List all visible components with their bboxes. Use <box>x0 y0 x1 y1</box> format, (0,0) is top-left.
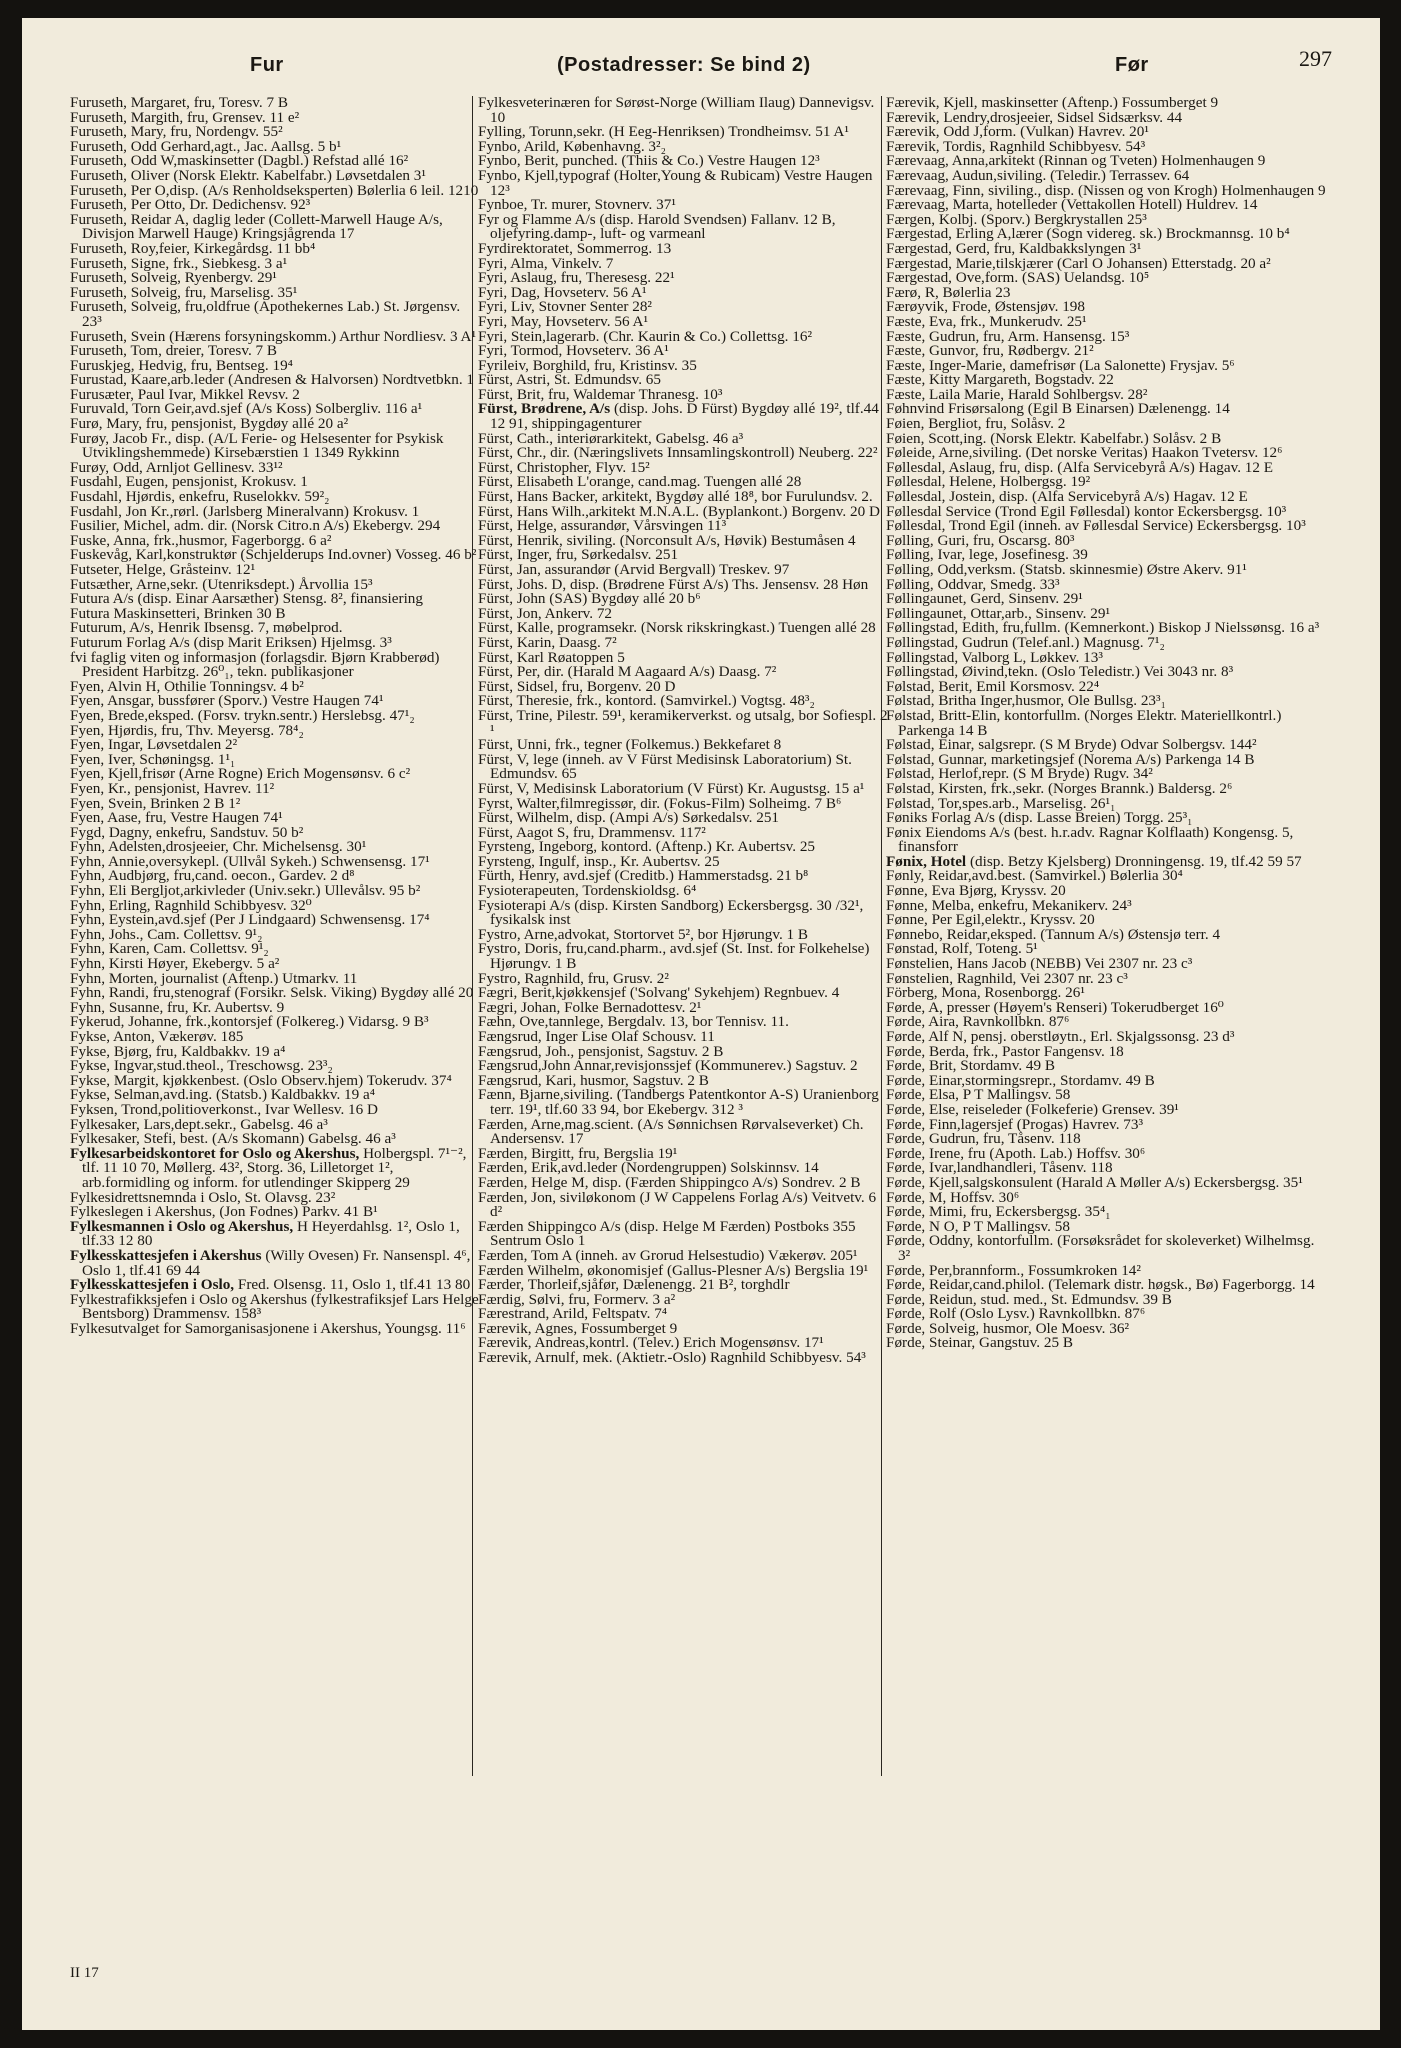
directory-entry: Fæste, Eva, frk., Munkerudv. 25¹ <box>886 312 1087 330</box>
directory-page <box>22 18 1380 2030</box>
directory-entry: Færden, Birgitt, fru, Bergslia 19¹ <box>478 1144 678 1162</box>
directory-entry: Furuseth, Solveig, Ryenbergv. 29¹ <box>70 269 277 287</box>
directory-entry: Fønstad, Rolf, Toteng. 5¹ <box>886 940 1038 958</box>
directory-entry: Fykse, Anton, Vækerøv. 185 <box>70 1028 244 1045</box>
directory-entry: Fænn, Bjarne,siviling. (Tandbergs Patentkontor A-S) Uranienborg terr. 19¹, tlf.60 33 94, bor Ekebergv. 312 ³ <box>478 1086 879 1118</box>
directory-entry: Førde, Berda, frk., Pastor Fangensv. 18 <box>886 1042 1124 1060</box>
directory-entry: Fysioterapi A/s (disp. Kirsten Sandborg) Eckersbergsg. 30 /32¹, fysikalsk inst <box>478 896 864 929</box>
directory-entry: Førde, Oddny, kontorfullm. (Forsøksrådet for skoleverket) Wilhelmsg. 3² <box>886 1232 1315 1264</box>
directory-entry: Fystro, Ragnhild, fru, Grusv. 2² <box>478 969 669 987</box>
directory-entry: Føllingstad, Valborg L, Løkkev. 13³ <box>886 648 1103 666</box>
directory-entry: Fürst, Cath., interiørarkitekt, Gabelsg. 46 a³ <box>478 429 744 447</box>
directory-entry: Færgestad, Ove,form. (SAS) Uelandsg. 10⁵ <box>886 269 1150 287</box>
directory-entry: Færevaag, Audun,siviling. (Teledir.) Terrassev. 64 <box>886 166 1190 184</box>
directory-entry: Fürst, Johs. D, disp. (Brødrene Fürst A/s) Ths. Jensensv. 28 Høn <box>478 575 869 593</box>
directory-entry: Færder, Thorleif,sjåfør, Dælenengg. 21 B², torghdlr <box>478 1276 790 1294</box>
directory-entry: Fyhn, Susanne, fru, Kr. Aubertsv. 9 <box>70 998 285 1016</box>
directory-entry: Fyhn, Adelsten,drosjeeier, Chr. Michelsensg. 30¹ <box>70 838 367 856</box>
directory-entry: Futsæther, Arne,sekr. (Utenriksdept.) Årvollia 15³ <box>70 575 373 593</box>
directory-entry: Fuske, Anna, frk.,husmor, Fagerborgg. 6 a² <box>70 531 332 549</box>
directory-entry: Futseter, Helge, Gråsteinv. 12¹ <box>70 561 256 578</box>
directory-entry: Fyhn, Erling, Ragnhild Schibbyesv. 32⁰ <box>70 896 312 914</box>
directory-entry: Færevik, Odd J,form. (Vulkan) Havrev. 20¹ <box>886 123 1149 141</box>
directory-entry: Føllesdal, Helene, Holbergsg. 19² <box>886 473 1091 491</box>
directory-entry: Fusilier, Michel, adm. dir. (Norsk Citro.n A/s) Ekebergv. 294 <box>70 517 441 535</box>
directory-entry: Fuskevåg, Karl,konstruktør (Schjelderups Ind.ovner) Vosseg. 46 b² <box>70 546 477 564</box>
directory-entry: Førde, Reidun, stud. med., St. Edmundsv. 39 B <box>886 1290 1172 1308</box>
directory-entry: Førde, Else, reiseleder (Folkeferie) Grensev. 39¹ <box>886 1100 1179 1118</box>
directory-entry: Fykse, Ingvar,stud.theol., Treschowsg. 23³₂ <box>70 1057 333 1075</box>
directory-entry: Færgestad, Erling A,lærer (Sogn videreg. sk.) Brockmannsg. 10 b⁴ <box>886 225 1290 243</box>
directory-entry: Fønix Eiendoms A/s (best. h.r.adv. Ragnar Kolflaath) Kongensg. 5, finansforr <box>886 823 1294 856</box>
directory-entry: Følling, Guri, fru, Oscarsg. 80³ <box>886 531 1075 549</box>
directory-entry: Fürst, Trine, Pilestr. 59¹, keramikerverkst. og utsalg, bor Sofiespl. 2 ¹ <box>478 706 888 739</box>
directory-entry: Fyri, Stein,lagerarb. (Chr. Kaurin & Co.) Collettsg. 16² <box>478 327 812 345</box>
directory-entry: Fylkesidrettsnemnda i Oslo, St. Olavsg. 23² <box>70 1188 336 1206</box>
directory-entry: Fængsrud, Joh., pensjonist, Sagstuv. 2 B <box>478 1042 724 1060</box>
directory-entry: Færevik, Arnulf, mek. (Aktietr.-Oslo) Ragnhild Schibbyesv. 54³ <box>478 1349 866 1367</box>
directory-entry: Førde, Ivar,landhandleri, Tåsenv. 118 <box>886 1159 1113 1177</box>
directory-entry: Fægri, Johan, Folke Bernadottesv. 2¹ <box>478 998 702 1016</box>
directory-entry: Følling, Oddvar, Smedg. 33³ <box>886 575 1060 593</box>
directory-entry: Førde, N O, P T Mallingsv. 58 <box>886 1217 1070 1235</box>
directory-entry: Følling, Odd,verksm. (Statsb. skinnesmie) Østre Akerv. 91¹ <box>886 561 1247 578</box>
directory-entry: Færden, Helge M, disp. (Færden Shippingco A/s) Sondrev. 2 B <box>478 1173 861 1191</box>
directory-entry: Fürst, Jan, assurandør (Arvid Bergvall) Treskev. 97 <box>478 561 790 578</box>
directory-entry: Færden, Arne,mag.scient. (A/s Sønnichsen Rørvalseverket) Ch. Andersensv. 17 <box>478 1115 864 1148</box>
directory-entry: Færgestad, Marie,tilskjærer (Carl O Johansen) Etterstadg. 20 a² <box>886 254 1271 272</box>
directory-entry: Fægri, Berit,kjøkkensjef ('Solvang' Sykehjem) Regnbuev. 4 <box>478 984 840 1002</box>
directory-entry: Furuseth, Oliver (Norsk Elektr. Kabelfabr.) Løvsetdalen 3¹ <box>70 166 426 184</box>
directory-entry: Føllingaunet, Gerd, Sinsenv. 29¹ <box>886 590 1083 608</box>
directory-entry: fvi faglig viten og informasjon (forlagsdir. Bjørn Krabberød) President Harbitzg. 26⁰₁, tekn. publikasjoner <box>70 648 440 681</box>
directory-entry: Føllesdal, Trond Egil (inneh. av Føllesdal Service) Eckersbergsg. 10³ <box>886 517 1306 535</box>
directory-entry: Fæste, Kitty Margareth, Bogstadv. 22 <box>886 371 1114 389</box>
directory-entry: Futurum Forlag A/s (disp Marit Eriksen) Hjelmsg. 3³ <box>70 633 392 651</box>
directory-entry: Furø, Mary, fru, pensjonist, Bygdøy allé 20 a² <box>70 415 349 433</box>
directory-entry: Fæste, Gunvor, fru, Rødbergv. 21² <box>886 342 1094 360</box>
directory-entry: Fyhn, Audbjørg, fru,cand. oecon., Gardev. 2 d⁸ <box>70 867 355 885</box>
directory-entry: Følstad, Einar, salgsrepr. (S M Bryde) Odvar Solbergsv. 144² <box>886 736 1257 754</box>
directory-entry: Følstad, Berit, Emil Korsmosv. 22⁴ <box>886 677 1100 695</box>
directory-entry: Færdig, Sølvi, fru, Formerv. 3 a² <box>478 1290 676 1308</box>
directory-entry: Fyri, Dag, Hovseterv. 56 A¹ <box>478 283 647 301</box>
directory-entry: Fylling, Torunn,sekr. (H Eeg-Henriksen) Trondheimsv. 51 A¹ <box>478 123 849 141</box>
directory-entry: Fysioterapeuten, Tordenskioldsg. 6⁴ <box>478 882 697 900</box>
directory-entry: Fønne, Eva Bjørg, Kryssv. 20 <box>886 882 1066 900</box>
directory-entry: Fusdahl, Jon Kr.,rørl. (Jarlsberg Mineralvann) Krokusv. 1 <box>70 502 420 520</box>
directory-entry: Fyhn, Karen, Cam. Collettsv. 9¹₂ <box>70 940 269 958</box>
directory-entry: Følstad, Kirsten, frk.,sekr. (Norges Brannk.) Baldersg. 2⁶ <box>886 779 1233 797</box>
directory-entry: Følling, Ivar, lege, Josefinesg. 39 <box>886 546 1088 564</box>
directory-entry: Førde, Reidar,cand.philol. (Telemark distr. høgsk., Bø) Fagerborgg. 14 <box>886 1276 1315 1294</box>
directory-entry: Fyen, Ingar, Løvsetdalen 2² <box>70 736 238 754</box>
directory-entry: Futurum, A/s, Henrik Ibsensg. 7, møbelprod. <box>70 619 343 637</box>
directory-entry: Futura Maskinsetteri, Brinken 30 B <box>70 604 286 622</box>
directory-entry: Fyr og Flamme A/s (disp. Harold Svendsen) Fallanv. 12 B, oljefyring.damp-, luft- og varmeanl <box>478 210 836 243</box>
directory-entry: Føhnvind Frisørsalong (Egil B Einarsen) Dælenengg. 14 <box>886 400 1230 418</box>
page-number: 297 <box>1299 46 1332 71</box>
directory-entry: Fürst, Elisabeth L'orange, cand.mag. Tuengen allé 28 <box>478 473 802 491</box>
directory-entry: Færø, R, Bølerlia 23 <box>886 283 1011 301</box>
directory-entry: Fürst, Aagot S, fru, Drammensv. 117² <box>478 823 706 841</box>
directory-entry: Fyhn, Eystein,avd.sjef (Per J Lindgaard) Schwensensg. 17⁴ <box>70 911 430 929</box>
directory-entry: Fürst, Per, dir. (Harald M Aagaard A/s) Daasg. 7² <box>478 663 777 681</box>
directory-entry: Furuseth, Odd Gerhard,agt., Jac. Aallsg. 5 b¹ <box>70 137 342 155</box>
directory-entry: Færevik, Agnes, Fossumberget 9 <box>478 1319 678 1337</box>
page-header <box>22 18 1380 102</box>
directory-entry: Furustad, Kaare,arb.leder (Andresen & Halvorsen) Nordtvetbkn. 1 <box>70 371 475 389</box>
column-3 <box>886 96 1330 1351</box>
directory-entry: Furuseth, Odd W,maskinsetter (Dagbl.) Refstad allé 16² <box>70 152 409 170</box>
directory-entry: Fyhn, Eli Bergljot,arkivleder (Univ.sekr.) Ullevålsv. 95 b² <box>70 882 421 900</box>
directory-entry: Færden, Jon, siviløkonom (J W Cappelens Forlag A/s) Veitvetv. 6 d² <box>478 1188 877 1221</box>
directory-entry: Førde, Gudrun, fru, Tåsenv. 118 <box>886 1130 1081 1148</box>
directory-entry: Føllesdal Service (Trond Egil Føllesdal) kontor Eckersbergsg. 10³ <box>886 502 1287 520</box>
directory-entry: Fønly, Reidar,avd.best. (Samvirkel.) Bølerlia 30⁴ <box>886 867 1183 885</box>
directory-entry: Fusdahl, Hjørdis, enkefru, Ruselokkv. 59²₂ <box>70 488 330 506</box>
directory-entry: Føien, Scott,ing. (Norsk Elektr. Kabelfabr.) Solåsv. 2 B <box>886 429 1222 447</box>
directory-entry: Følstad, Tor,spes.arb., Marselisg. 26¹₁ <box>886 794 1116 812</box>
directory-entry: Fyri, May, Hovseterv. 56 A¹ <box>478 312 649 330</box>
directory-entry: Fürst, Christopher, Flyv. 15² <box>478 458 650 476</box>
directory-entry: Fürst, Karin, Daasg. 7² <box>478 633 617 651</box>
directory-entry: Førde, Brit, Stordamv. 49 B <box>886 1057 1056 1075</box>
directory-entry: Fyen, Svein, Brinken 2 B 1² <box>70 794 241 812</box>
directory-entry: Færevaag, Marta, hotelleder (Vettakollen Hotell) Huldrev. 14 <box>886 196 1258 214</box>
directory-entry: Fylkesutvalget for Samorganisasjonene i Akershus, Youngsg. 11⁶ <box>70 1319 466 1337</box>
directory-entry: Fyen, Ansgar, bussfører (Sporv.) Vestre Haugen 74¹ <box>70 692 384 710</box>
directory-entry: Fürst, Jon, Ankerv. 72 <box>478 604 613 622</box>
directory-entry: Fyri, Alma, Vinkelv. 7 <box>478 254 614 272</box>
directory-entry: Førde, Per,brannform., Fossumkroken 14² <box>886 1261 1141 1279</box>
directory-entry: Fyen, Iver, Schøningsg. 1¹₁ <box>70 750 236 768</box>
directory-entry: Furuseth, Tom, dreier, Toresv. 7 B <box>70 342 278 360</box>
directory-entry: Fyhn, Randi, fru,stenograf (Forsikr. Selsk. Viking) Bygdøy allé 20 <box>70 984 474 1002</box>
directory-entry: Færøyvik, Frode, Østensjøv. 198 <box>886 298 1085 316</box>
directory-entry: Fürst, Unni, frk., tegner (Folkemus.) Bekkefaret 8 <box>478 736 782 754</box>
directory-entry: Fürst, Henrik, siviling. (Norconsult A/s, Høvik) Bestumåsen 4 <box>478 531 856 549</box>
page-footer-code: II 17 <box>70 1965 99 1981</box>
directory-entry: Følstad, Britt-Elin, kontorfullm. (Norges Elektr. Materiellkontrl.) Parkenga 14 B <box>886 706 1282 739</box>
directory-entry: Fürst, Brit, fru, Waldemar Thranesg. 10³ <box>478 385 723 403</box>
directory-entry: Furuseth, Per Otto, Dr. Dedichensv. 92³ <box>70 196 311 214</box>
directory-entry: Færgestad, Gerd, fru, Kaldbakkslyngen 3¹ <box>886 239 1142 257</box>
directory-entry: Færevik, Kjell, maskinsetter (Aftenp.) Fossumberget 9 <box>886 94 1219 111</box>
directory-entry: Fængsrud, Inger Lise Olaf Schousv. 11 <box>478 1028 715 1045</box>
directory-entry: Færevik, Lendry,drosjeeier, Sidsel Sidsærksv. 44 <box>886 108 1183 126</box>
directory-entry: Færevaag, Anna,arkitekt (Rinnan og Tveten) Holmenhaugen 9 <box>886 152 1266 170</box>
directory-entry: Fykse, Bjørg, fru, Kaldbakkv. 19 a⁴ <box>70 1042 286 1060</box>
directory-entry: Futura A/s (disp. Einar Aarsæther) Stensg. 8², finansiering <box>70 590 423 608</box>
directory-entry: Fürst, Helge, assurandør, Vårsvingen 11³ <box>478 517 727 535</box>
directory-entry: Fystro, Arne,advokat, Stortorvet 5², bor Hjørungv. 1 B <box>478 925 809 943</box>
directory-entry: Fyksen, Trond,politioverkonst., Ivar Wellesv. 16 D <box>70 1100 379 1118</box>
directory-entry: Færgen, Kolbj. (Sporv.) Bergkrystallen 25³ <box>886 210 1147 228</box>
directory-entry: Fylkesmannen i Oslo og Akershus, H Heyerdahlsg. 1², Oslo 1, tlf.33 12 80 <box>70 1217 460 1250</box>
directory-entry: Furuseth, Solveig, fru, Marselisg. 35¹ <box>70 283 298 301</box>
directory-entry: Fylkestrafikksjefen i Oslo og Akershus (fylkestrafiksjef Lars Helge Bentsborg) Drammensv. 158³ <box>70 1290 479 1323</box>
directory-entry: Fyrsteng, Ingulf, insp., Kr. Aubertsv. 25 <box>478 852 720 870</box>
directory-entry: Fynbo, Berit, punched. (Thiis & Co.) Vestre Haugen 12³ <box>478 152 820 170</box>
directory-entry: Færevik, Tordis, Ragnhild Schibbyesv. 54³ <box>886 137 1146 155</box>
directory-entry: Føniks Forlag A/s (disp. Lasse Breien) Torgg. 25³₁ <box>886 809 1193 827</box>
directory-entry: Furuskjeg, Hedvig, fru, Bentseg. 19⁴ <box>70 356 293 374</box>
directory-entry: Førde, Finn,lagersjef (Progas) Havrev. 73³ <box>886 1115 1144 1133</box>
directory-entry: Fürst, Theresie, frk., kontord. (Samvirkel.) Vogtsg. 48³₂ <box>478 692 815 710</box>
directory-entry: Furuseth, Margaret, fru, Toresv. 7 B <box>70 94 288 111</box>
directory-entry: Fønnebo, Reidar,eksped. (Tannum A/s) Østensjø terr. 4 <box>886 925 1221 943</box>
directory-entry: Fønne, Melba, enkefru, Mekanikerv. 24³ <box>886 896 1132 914</box>
header-note: (Postadresser: Se bind 2) <box>557 54 811 76</box>
directory-entry: Fürst, V, Medisinsk Laboratorium (V Fürst) Kr. Augustsg. 15 a¹ <box>478 779 865 797</box>
directory-entry: Furuvald, Torn Geir,avd.sjef (A/s Koss) Solbergliv. 116 a¹ <box>70 400 423 418</box>
directory-entry: Fyen, Alvin H, Othilie Tonningsv. 4 b² <box>70 677 304 695</box>
directory-entry: Fürth, Henry, avd.sjef (Creditb.) Hammerstadsg. 21 b⁸ <box>478 867 809 885</box>
directory-entry: Førde, Irene, fru (Apoth. Lab.) Hoffsv. 30⁶ <box>886 1144 1146 1162</box>
directory-entry: Fylkesaker, Lars,dept.sekr., Gabelsg. 46 a³ <box>70 1115 328 1133</box>
directory-entry: Furuseth, Per O,disp. (A/s Renholdseksperten) Bølerlia 6 leil. 1210 <box>70 181 479 199</box>
directory-entry: Fürst, Sidsel, fru, Borgenv. 20 D <box>478 677 676 695</box>
directory-entry: Fynboe, Tr. murer, Stovnerv. 37¹ <box>478 196 676 214</box>
directory-entry: Førde, Solveig, husmor, Ole Moesv. 36² <box>886 1319 1129 1337</box>
directory-entry: Furusæter, Paul Ivar, Mikkel Revsv. 2 <box>70 385 300 403</box>
directory-entry: Fylkesaker, Stefi, best. (A/s Skomann) Gabelsg. 46 a³ <box>70 1130 396 1148</box>
directory-entry: Fæhn, Ove,tannlege, Bergdalv. 13, bor Tennisv. 11. <box>478 1013 789 1031</box>
directory-entry: Færevik, Andreas,kontrl. (Telev.) Erich Mogensønsv. 17¹ <box>478 1334 824 1352</box>
directory-entry: Fyen, Brede,eksped. (Forsv. trykn.sentr.) Herslebsg. 47¹₂ <box>70 706 415 724</box>
directory-entry: Følstad, Britha Inger,husmor, Ole Bullsg. 23³₁ <box>886 692 1166 710</box>
directory-entry: Førde, Kjell,salgskonsulent (Harald A Møller A/s) Eckersbergsg. 35¹ <box>886 1173 1303 1191</box>
directory-entry: Fynbo, Arild, Københavng. 3²₂ <box>478 137 666 155</box>
directory-entry: Føleide, Arne,siviling. (Det norske Veritas) Haakon Tvetersv. 12⁶ <box>886 444 1283 462</box>
directory-entry: Fæste, Laila Marie, Harald Sohlbergsv. 28² <box>886 385 1148 403</box>
directory-entry: Fængsrud,John Annar,revisjonssjef (Kommunerev.) Sagstuv. 2 <box>478 1057 858 1075</box>
directory-entry: Furuseth, Margith, fru, Grensev. 11 e² <box>70 108 300 126</box>
directory-entry: Furuseth, Solveig, fru,oldfrue (Apothekernes Lab.) St. Jørgensv. 23³ <box>70 298 461 330</box>
directory-entry: Fürst, Karl Røatoppen 5 <box>478 648 625 666</box>
directory-entry: Fykse, Selman,avd.ing. (Statsb.) Kaldbakkv. 19 a⁴ <box>70 1086 376 1104</box>
directory-entry: Fyrileiv, Borghild, fru, Kristinsv. 35 <box>478 356 697 374</box>
directory-entry: Følstad, Gunnar, marketingsjef (Norema A/s) Parkenga 14 B <box>886 750 1255 768</box>
directory-entry: Fønstelien, Ragnhild, Vei 2307 nr. 23 c³ <box>886 969 1128 987</box>
directory-entry: Furuseth, Signe, frk., Siebkesg. 3 a¹ <box>70 254 288 272</box>
column-2 <box>478 96 888 1366</box>
directory-entry: Fystro, Doris, fru,cand.pharm., avd.sjef (St. Inst. for Folkehelse) Hjørungv. 1 B <box>478 940 870 973</box>
directory-entry: Förberg, Mona, Rosenborgg. 26¹ <box>886 984 1085 1002</box>
directory-entry: Fürst, John (SAS) Bygdøy allé 20 b⁶ <box>478 590 701 608</box>
directory-entry: Fürst, V, lege (inneh. av V Fürst Medisinsk Laboratorium) St. Edmundsv. 65 <box>478 750 852 783</box>
directory-entry: Fyrsteng, Ingeborg, kontord. (Aftenp.) Kr. Aubertsv. 25 <box>478 838 816 856</box>
directory-entry: Førde, Mimi, fru, Eckersbergsg. 35⁴₁ <box>886 1203 1111 1221</box>
directory-entry: Fæste, Inger-Marie, damefrisør (La Salonette) Frysjav. 5⁶ <box>886 356 1235 374</box>
directory-entry: Fynbo, Kjell,typograf (Holter,Young & Rubicam) Vestre Haugen 12³ <box>478 166 873 199</box>
directory-entry: Fyhn, Morten, journalist (Aftenp.) Utmarkv. 11 <box>70 969 358 987</box>
directory-entry: Fyri, Tormod, Hovseterv. 36 A¹ <box>478 342 669 360</box>
directory-entry: Furuseth, Reidar A, daglig leder (Collett-Marwell Hauge A/s, Divisjon Marwell Hauge) Kringsjågrenda 17 <box>70 210 443 243</box>
directory-entry: Færden Wilhelm, økonomisjef (Gallus-Plesner A/s) Bergslia 19¹ <box>478 1261 869 1279</box>
directory-entry: Fusdahl, Eugen, pensjonist, Krokusv. 1 <box>70 473 308 491</box>
directory-entry: Fønne, Per Egil,elektr., Kryssv. 20 <box>886 911 1095 929</box>
directory-entry: Furuseth, Roy,feier, Kirkegårdsg. 11 bb⁴ <box>70 239 316 257</box>
directory-entry: Fylkesveterinæren for Sørøst-Norge (William Ilaug) Dannevigsv. 10 <box>478 94 875 126</box>
directory-entry: Føllingstad, Edith, fru,fullm. (Kemnerkont.) Biskop J Nielssønsg. 16 a³ <box>886 619 1320 637</box>
directory-entry: Fylkeslegen i Akershus, (Jon Fodnes) Parkv. 41 B¹ <box>70 1203 378 1221</box>
directory-entry: Færden, Erik,avd.leder (Nordengruppen) Solskinnsv. 14 <box>478 1159 819 1177</box>
directory-entry: Førde, Steinar, Gangstuv. 25 B <box>886 1334 1073 1352</box>
directory-entry: Fyhn, Annie,oversykepl. (Ullvål Sykeh.) Schwensensg. 17¹ <box>70 852 430 870</box>
directory-entry: Fürst, Wilhelm, disp. (Ampi A/s) Sørkedalsv. 251 <box>478 809 780 827</box>
directory-entry: Fürst, Hans Wilh.,arkitekt M.N.A.L. (Byplankont.) Borgenv. 20 D <box>478 502 880 520</box>
directory-entry: Føllingstad, Øivind,tekn. (Oslo Teledistr.) Vei 3043 nr. 8³ <box>886 663 1234 681</box>
directory-entry: Føllingaunet, Ottar,arb., Sinsenv. 29¹ <box>886 604 1110 622</box>
directory-entry: Førde, Elsa, P T Mallingsv. 58 <box>886 1086 1071 1104</box>
directory-entry: Fyen, Kjell,frisør (Arne Rogne) Erich Mogensønsv. 6 c² <box>70 765 411 783</box>
directory-entry: Føllingstad, Gudrun (Telef.anl.) Magnusg. 7¹₂ <box>886 633 1165 651</box>
directory-entry: Fyri, Aslaug, fru, Theresesg. 22¹ <box>478 269 675 287</box>
directory-entry: Fønix, Hotel (disp. Betzy Kjelsberg) Dronningensg. 19, tlf.42 59 57 <box>886 852 1302 870</box>
directory-entry: Fürst, Inger, fru, Sørkedalsv. 251 <box>478 546 679 564</box>
column-1 <box>70 96 480 1336</box>
directory-entry: Fylkesskattesjefen i Akershus (Willy Ovesen) Fr. Nansenspl. 4⁶, Oslo 1, tlf.41 69 44 <box>70 1246 471 1279</box>
directory-entry: Furøy, Jacob Fr., disp. (A/L Ferie- og Helsesenter for Psykisk Utviklingshemmede) Kirsebærstien 1 1349 Rykkinn <box>70 429 444 462</box>
directory-entry: Fylkesarbeidskontoret for Oslo og Akershus, Holbergspl. 7¹⁻², tlf. 11 10 70, Møllerg. 43², Storg. 36, Lilletorget 1², arb.formidling og inform. for utlendinger Skipperg 29 <box>70 1144 467 1191</box>
directory-entry: Fyen, Hjørdis, fru, Thv. Meyersg. 78⁴₂ <box>70 721 304 739</box>
directory-entry: Fyhn, Johs., Cam. Collettsv. 9¹₂ <box>70 925 263 943</box>
directory-entry: Fürst, Chr., dir. (Næringslivets Innsamlingskontroll) Neuberg. 22² <box>478 444 878 462</box>
directory-entry: Færestrand, Arild, Feltspatv. 7⁴ <box>478 1305 668 1323</box>
directory-entry: Furuseth, Mary, fru, Nordengv. 55² <box>70 123 283 141</box>
header-right-keyword: Før <box>1115 54 1149 76</box>
directory-entry: Fykerud, Johanne, frk.,kontorsjef (Folkereg.) Vidarsg. 9 B³ <box>70 1013 429 1031</box>
directory-entry: Fyrdirektoratet, Sommerrog. 13 <box>478 239 672 257</box>
directory-entry: Førde, Einar,stormingsrepr., Stordamv. 49 B <box>886 1071 1155 1089</box>
header-left-keyword: Fur <box>250 54 284 76</box>
directory-entry: Fyhn, Kirsti Høyer, Ekebergv. 5 a² <box>70 955 280 973</box>
directory-entry: Fyen, Kr., pensjonist, Havrev. 11² <box>70 779 275 797</box>
directory-entry: Fylkesskattesjefen i Oslo, Fred. Olsensg. 11, Oslo 1, tlf.41 13 80 <box>70 1276 471 1294</box>
directory-entry: Fürst, Hans Backer, arkitekt, Bygdøy allé 18⁸, bor Furulundsv. 2. <box>478 488 873 506</box>
directory-entry: Førde, M, Hoffsv. 30⁶ <box>886 1188 1020 1206</box>
directory-entry: Førde, Aira, Ravnkollbkn. 87⁶ <box>886 1013 1070 1031</box>
directory-entry: Færden Shippingco A/s (disp. Helge M Færden) Postboks 355 Sentrum Oslo 1 <box>478 1217 856 1250</box>
directory-entry: Føien, Bergliot, fru, Solåsv. 2 <box>886 415 1066 433</box>
directory-entry: Førde, A, presser (Høyem's Renseri) Tokerudberget 16⁰ <box>886 998 1224 1016</box>
directory-entry: Fürst, Astri, St. Edmundsv. 65 <box>478 371 661 389</box>
directory-entry: Fængsrud, Kari, husmor, Sagstuv. 2 B <box>478 1071 709 1089</box>
directory-entry: Fykse, Margit, kjøkkenbest. (Oslo Observ.hjem) Tokerudv. 37⁴ <box>70 1071 452 1089</box>
directory-entry: Fønstelien, Hans Jacob (NEBB) Vei 2307 nr. 23 c³ <box>886 955 1193 973</box>
directory-entry: Førde, Rolf (Oslo Lysv.) Ravnkollbkn. 87⁶ <box>886 1305 1146 1323</box>
directory-entry: Furøy, Odd, Arnljot Gellinesv. 33¹² <box>70 458 283 476</box>
directory-entry: Færevaag, Finn, siviling., disp. (Nissen og von Krogh) Holmenhaugen 9 <box>886 181 1326 199</box>
directory-entry: Fyri, Liv, Stovner Senter 28² <box>478 298 652 316</box>
directory-entry: Fyrst, Walter,filmregissør, dir. (Fokus-Film) Solheimg. 7 B⁶ <box>478 794 842 812</box>
directory-entry: Fyen, Aase, fru, Vestre Haugen 74¹ <box>70 809 283 827</box>
directory-entry: Fygd, Dagny, enkefru, Sandstuv. 50 b² <box>70 823 304 841</box>
directory-entry: Færden, Tom A (inneh. av Grorud Helsestudio) Vækerøv. 205¹ <box>478 1246 858 1264</box>
directory-entry: Følstad, Herlof,repr. (S M Bryde) Rugv. 34² <box>886 765 1153 783</box>
directory-entry: Føllesdal, Jostein, disp. (Alfa Servicebyrå A/s) Hagav. 12 E <box>886 488 1248 506</box>
directory-entry: Førde, Alf N, pensj. oberstløytn., Erl. Skjalgssonsg. 23 d³ <box>886 1028 1235 1045</box>
directory-entry: Føllesdal, Aslaug, fru, disp. (Alfa Servicebyrå A/s) Hagav. 12 E <box>886 458 1274 476</box>
directory-entry: Fürst, Brødrene, A/s (disp. Johs. D Fürst) Bygdøy allé 19², tlf.44 12 91, shippingagenturer <box>478 400 879 433</box>
directory-entry: Furuseth, Svein (Hærens forsyningskomm.) Arthur Nordliesv. 3 A¹ <box>70 327 477 345</box>
directory-entry: Fæste, Gudrun, fru, Arm. Hansensg. 15³ <box>886 327 1130 345</box>
directory-entry: Fürst, Kalle, programsekr. (Norsk rikskringkast.) Tuengen allé 28 <box>478 619 876 637</box>
